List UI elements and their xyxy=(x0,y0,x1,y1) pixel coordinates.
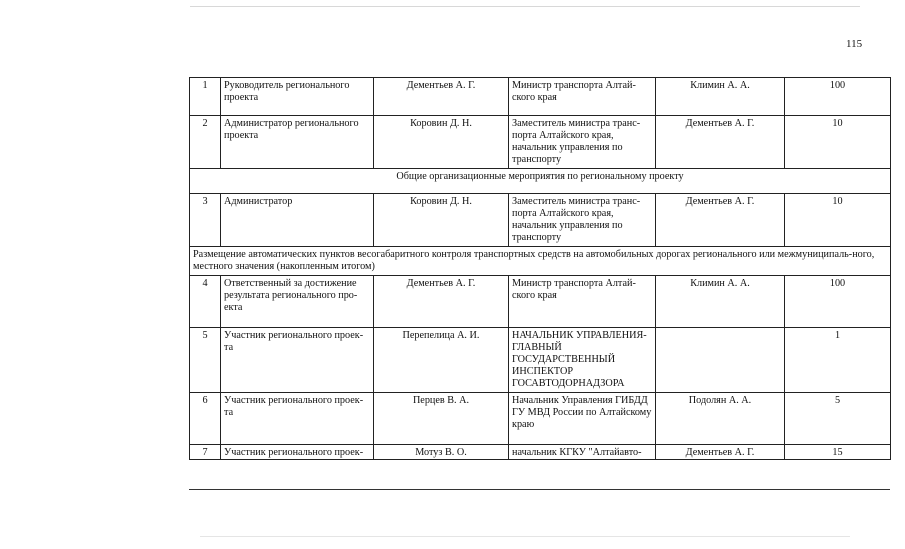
name-cell: Коровин Д. Н. xyxy=(374,116,509,169)
table-row xyxy=(190,445,891,460)
position-cell: Начальник Управления ГИБДД ГУ МВД России по Алтайскому краю xyxy=(509,393,656,445)
role-cell: Руководитель регионального проекта xyxy=(221,78,374,116)
name-cell: Мотуз В. О. xyxy=(374,445,509,460)
section-row xyxy=(190,169,891,194)
name-cell: Дементьев А. Г. xyxy=(374,276,509,328)
supervisor-cell: Климин А. А. xyxy=(656,276,785,328)
section-title: Общие организационные мероприятия по региональному проекту xyxy=(190,169,891,194)
position-cell: НАЧАЛЬНИК УПРАВЛЕНИЯ-ГЛАВНЫЙ ГОСУДАРСТВЕННЫЙ ИНСПЕКТОР ГОСАВТОДОРНАДЗОРА xyxy=(509,328,656,393)
scan-artifact-top xyxy=(190,6,860,7)
supervisor-cell xyxy=(656,328,785,393)
role-cell: Участник регионального проек- xyxy=(221,445,374,460)
percent-cell: 1 xyxy=(785,328,891,393)
position-cell: начальник КГКУ "Алтайавто- xyxy=(509,445,656,460)
responsibility-table xyxy=(189,77,891,460)
page-bottom-rule xyxy=(189,489,890,490)
table-row xyxy=(190,276,891,328)
percent-cell: 15 xyxy=(785,445,891,460)
row-number: 2 xyxy=(190,116,221,169)
name-cell: Перцев В. А. xyxy=(374,393,509,445)
table-row xyxy=(190,393,891,445)
row-number: 7 xyxy=(190,445,221,460)
row-number: 6 xyxy=(190,393,221,445)
table-row xyxy=(190,116,891,169)
percent-cell: 10 xyxy=(785,116,891,169)
name-cell: Коровин Д. Н. xyxy=(374,194,509,247)
supervisor-cell: Подолян А. А. xyxy=(656,393,785,445)
name-cell: Перепелица А. И. xyxy=(374,328,509,393)
percent-cell: 100 xyxy=(785,78,891,116)
row-number: 4 xyxy=(190,276,221,328)
position-cell: Заместитель министра транс-порта Алтайского края, начальник управления по транспорту xyxy=(509,116,656,169)
section-row xyxy=(190,247,891,276)
percent-cell: 100 xyxy=(785,276,891,328)
position-cell: Заместитель министра транс-порта Алтайского края, начальник управления по транспорту xyxy=(509,194,656,247)
supervisor-cell: Дементьев А. Г. xyxy=(656,116,785,169)
role-cell: Ответственный за достижение результата регионального про-екта xyxy=(221,276,374,328)
table-row xyxy=(190,78,891,116)
role-cell: Участник регионального проек-та xyxy=(221,393,374,445)
position-cell: Министр транспорта Алтай-ского края xyxy=(509,276,656,328)
row-number: 5 xyxy=(190,328,221,393)
supervisor-cell: Дементьев А. Г. xyxy=(656,194,785,247)
supervisor-cell: Дементьев А. Г. xyxy=(656,445,785,460)
section-title: Размещение автоматических пунктов весогабаритного контроля транспортных средств на автомобильных дорогах регионального или межмуниципаль-ного, местного значения (накопленным итогом) xyxy=(190,247,891,276)
page-number: 115 xyxy=(846,38,863,50)
scan-artifact-bottom xyxy=(200,536,850,537)
position-cell: Министр транспорта Алтай-ского края xyxy=(509,78,656,116)
row-number: 1 xyxy=(190,78,221,116)
percent-cell: 10 xyxy=(785,194,891,247)
supervisor-cell: Климин А. А. xyxy=(656,78,785,116)
percent-cell: 5 xyxy=(785,393,891,445)
role-cell: Администратор регионального проекта xyxy=(221,116,374,169)
table-row xyxy=(190,328,891,393)
name-cell: Дементьев А. Г. xyxy=(374,78,509,116)
row-number: 3 xyxy=(190,194,221,247)
role-cell: Участник регионального проек-та xyxy=(221,328,374,393)
role-cell: Администратор xyxy=(221,194,374,247)
table-row xyxy=(190,194,891,247)
